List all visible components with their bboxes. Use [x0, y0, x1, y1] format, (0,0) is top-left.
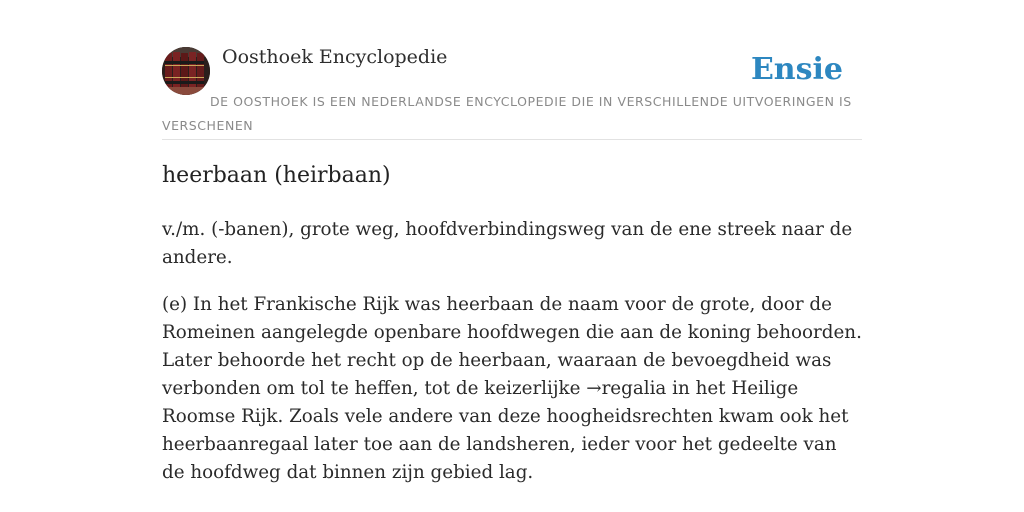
entry-paragraph: (e) In het Frankische Rijk was heerbaan de naam voor de grote, door de Romeinen aangelegde openbare hoofdwegen die aan de koning behoorden. Later behoorde het recht op de heerbaan, waaraan de bevoegdheid was verbonden om tol te heffen, tot de keizerlijke →regalia in het Heilige Roomse Rijk. Zoals vele andere van deze hoogheidsrechten kwam ook het heerbaanregaal later toe aan de landsheren, ieder voor het gedeelte van de hoofdweg dat binnen zijn gebied lag. — [162, 294, 862, 483]
entry-title: heerbaan (heirbaan) — [162, 163, 391, 188]
encyclopedia-books-icon[interactable] — [162, 47, 210, 95]
source-description: DE OOSTHOEK IS EEN NEDERLANDSE ENCYCLOPEDIE DIE IN VERSCHILLENDE UITVOERINGEN IS VERSCHENEN — [162, 94, 852, 133]
entry-paragraph: v./m. (-banen), grote weg, hoofdverbindingsweg van de ene streek naar de andere. — [162, 219, 853, 268]
header-divider — [162, 139, 862, 140]
brand-logo[interactable]: Ensie — [750, 52, 843, 87]
source-name[interactable]: Oosthoek Encyclopedie — [222, 46, 448, 68]
